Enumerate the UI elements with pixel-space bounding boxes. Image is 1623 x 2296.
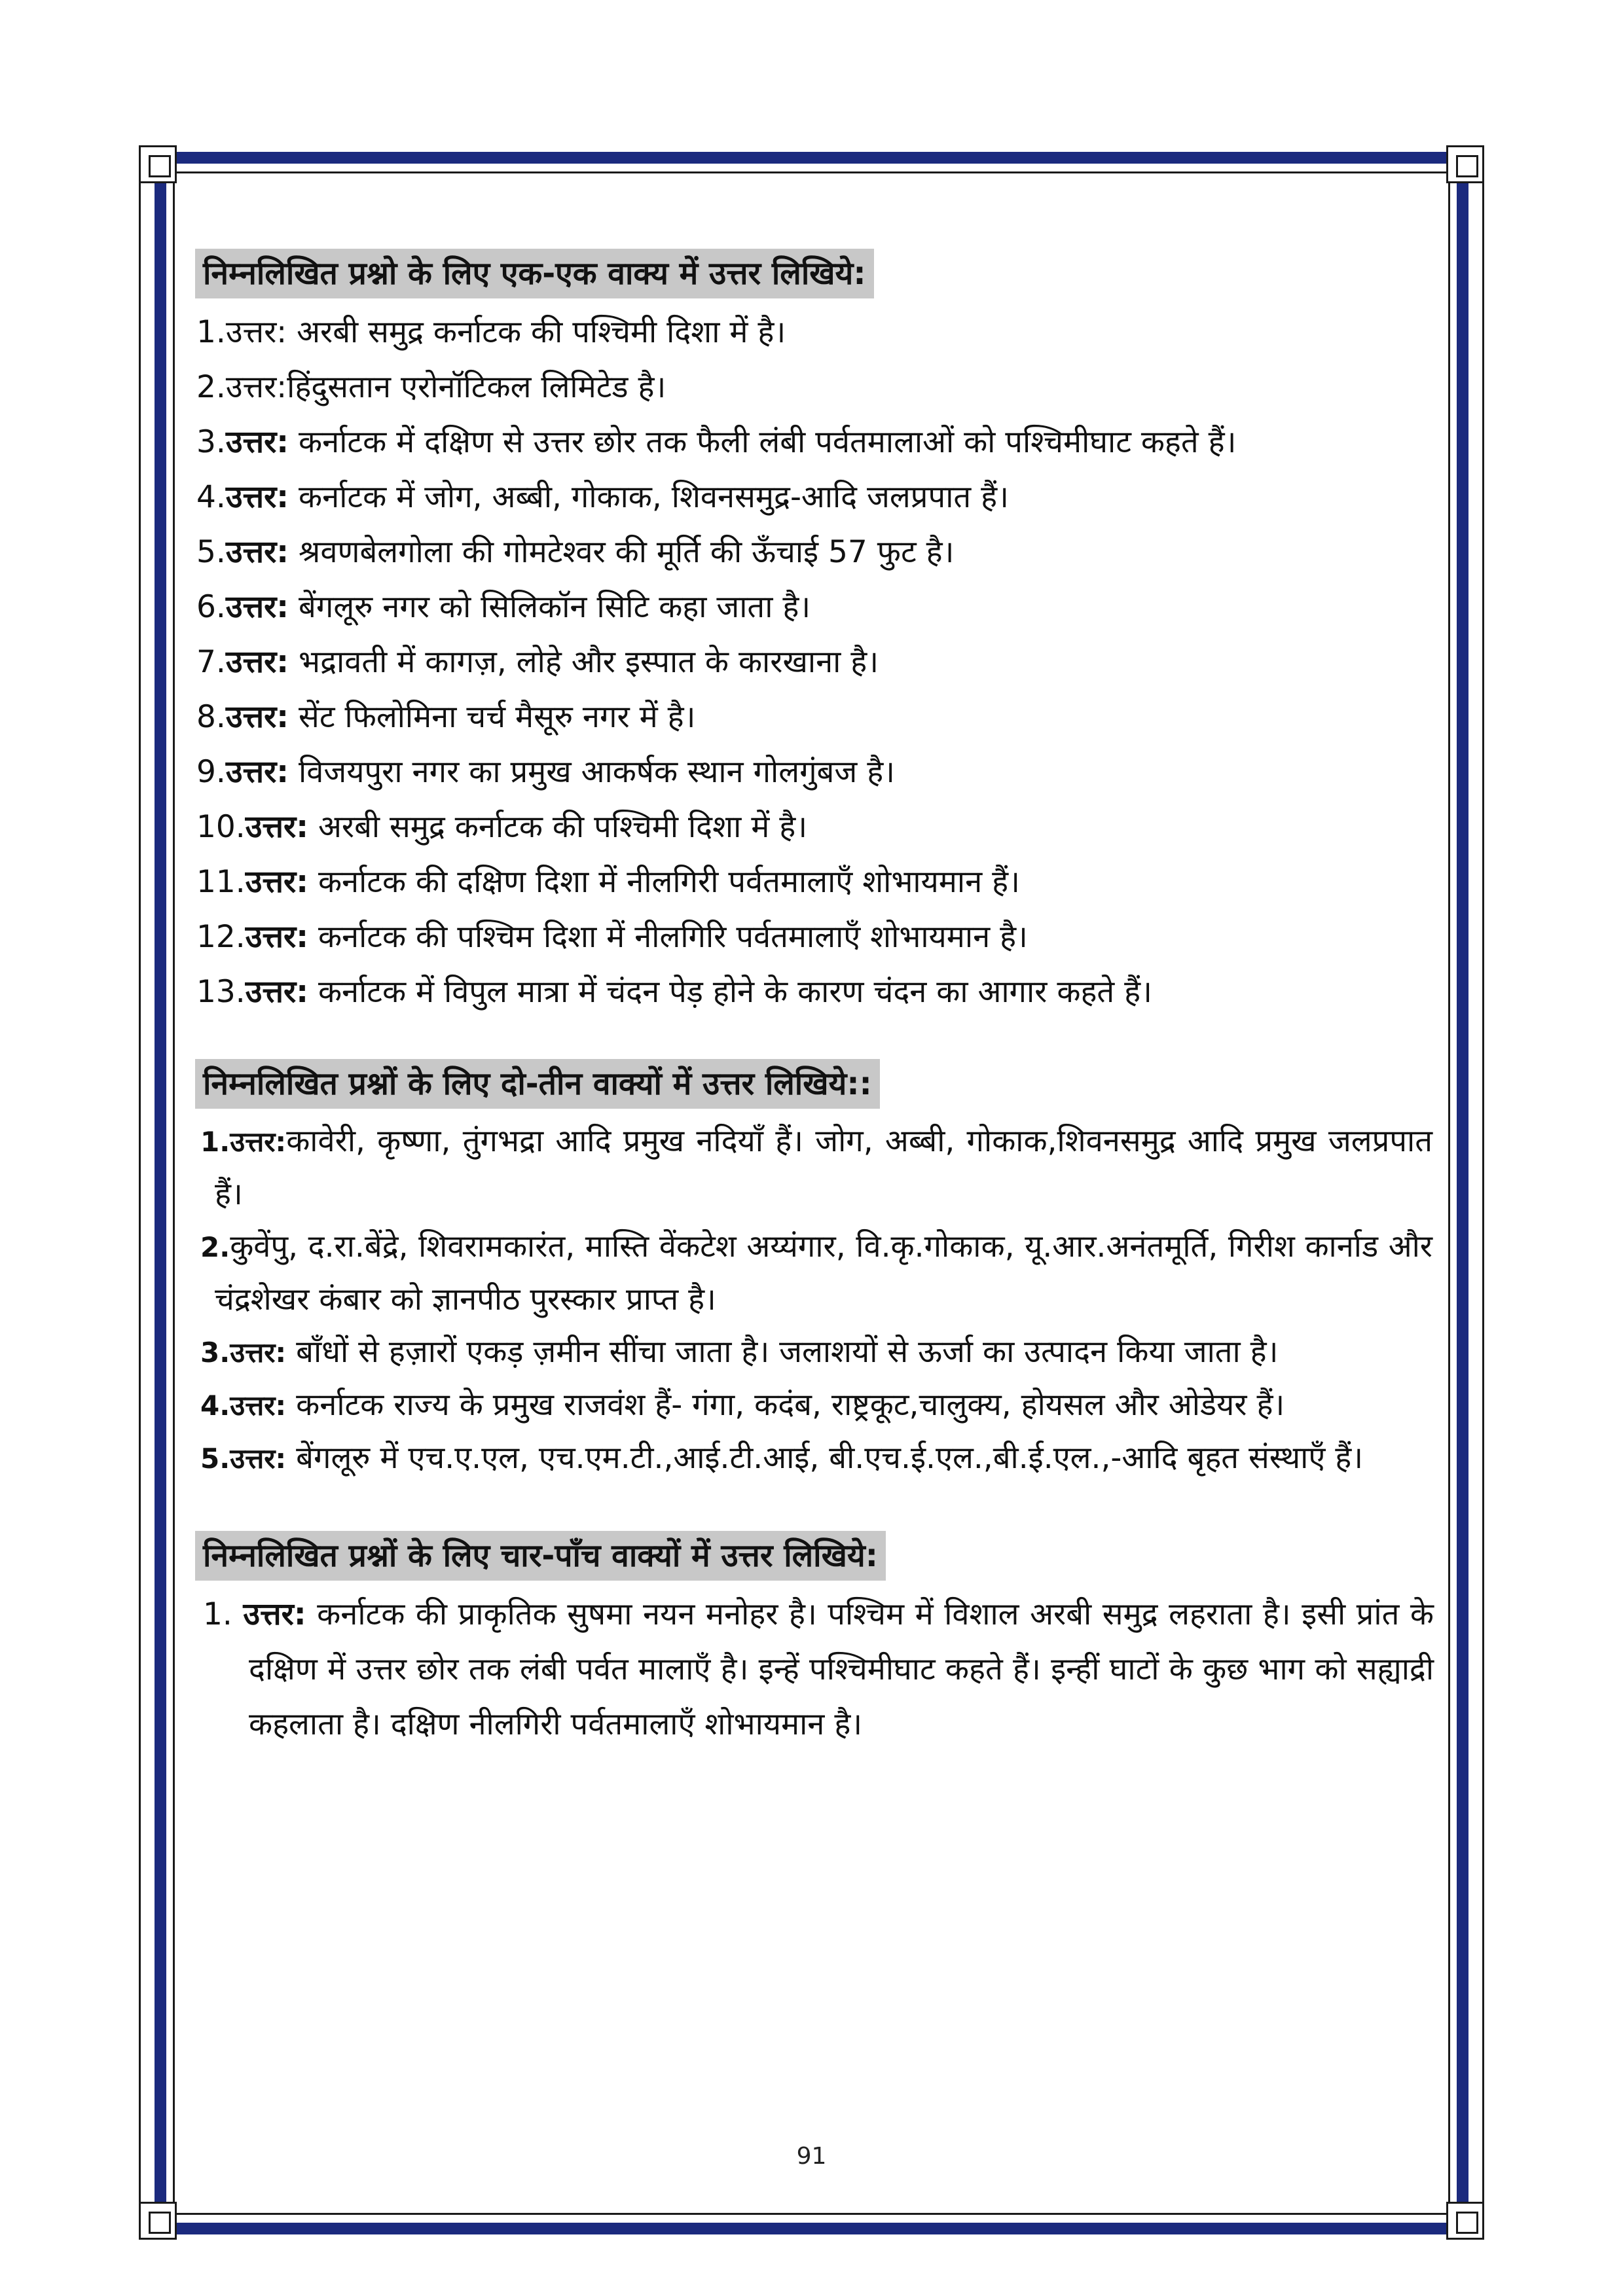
- answer-label: उत्तर:: [225, 479, 289, 515]
- answer-label: उत्तर:: [245, 919, 309, 955]
- answer-item: [190, 470, 1434, 525]
- answer-text: कर्नाटक राज्य के प्रमुख राजवंश हैं- गंगा, कदंब, राष्ट्रकूट,चालुक्य, होयसल और ओडेयर हैं।: [286, 1387, 1285, 1423]
- answer-item: [190, 745, 1434, 800]
- answer-text: अरबी समुद्र कर्नाटक की पश्चिमी दिशा में है।: [287, 314, 786, 350]
- answer-text: सेंट फिलोमिना चर्च मैसूरु नगर में है।: [289, 699, 696, 735]
- item-number: 5.: [200, 1443, 230, 1475]
- corner-ornament-bottom-right: [1446, 2202, 1484, 2240]
- item-number: 12.: [196, 919, 246, 955]
- item-number: 5.: [196, 534, 226, 570]
- answer-label: उत्तर:: [245, 864, 309, 900]
- section-two-three-sentences: [190, 1059, 1434, 1485]
- answer-item: [190, 910, 1434, 965]
- answer-text: कावेरी, कृष्णा, तुंगभद्रा आदि प्रमुख नदियाँ हैं। जोग, अब्बी, गोकाक,शिवनसमुद्र आदि प्रमुख जलप्रपात हैं।: [215, 1123, 1432, 1212]
- answer-item: [190, 690, 1434, 745]
- answer-label: उत्तर:: [225, 589, 289, 625]
- page-content: [190, 249, 1434, 1752]
- answer-text: श्रवणबेलगोला की गोमटेश्वर की मूर्ति की ऊँचाई 57 फुट है।: [289, 534, 955, 570]
- answer-item: [190, 305, 1434, 360]
- answer-item: [190, 580, 1434, 635]
- answer-item: [190, 1326, 1432, 1379]
- answer-label: उत्तर:: [225, 534, 289, 570]
- item-number: 4.: [196, 479, 226, 515]
- answer-text: कर्नाटक में दक्षिण से उत्तर छोर तक फैली लंबी पर्वतमालाओं को पश्चिमीघाट कहते हैं।: [289, 424, 1237, 460]
- answer-item: [190, 415, 1414, 470]
- answer-item: [190, 1432, 1432, 1485]
- answer-text: बेंगलूरु नगर को सिलिकॉन सिटि कहा जाता है।: [289, 589, 811, 625]
- answer-text: कर्नाटक की दक्षिण दिशा में नीलगिरी पर्वतमालाएँ शोभायमान हैं।: [308, 864, 1020, 900]
- item-number: 8.: [196, 699, 226, 735]
- answer-text: कर्नाटक में विपुल मात्रा में चंदन पेड़ होने के कारण चंदन का आगार कहते हैं।: [308, 974, 1152, 1010]
- item-number: 2.: [196, 369, 226, 405]
- section-heading: निम्नलिखित प्रश्नों के लिए चार-पाँच वाक्यों में उत्तर लिखिये:: [195, 1531, 886, 1581]
- section-heading: निम्नलिखित प्रश्नों के लिए दो-तीन वाक्यों में उत्तर लिखिये::: [195, 1059, 880, 1109]
- section-four-five-sentences: [190, 1531, 1434, 1752]
- answer-item: [190, 800, 1434, 855]
- answer-text: कुवेंपु, द.रा.बेंद्रे, शिवरामकारंत, मास्ति वेंकटेश अय्यंगार, वि.कृ.गोकाक, यू.आर.अनंतमूर्ति, गिरीश कार्नाड और चंद्रशेखर कंबार को ज्ञानपीठ पुरस्कार प्राप्त है।: [215, 1229, 1432, 1318]
- corner-ornament-top-right: [1446, 145, 1484, 183]
- answer-text: कर्नाटक की प्राकृतिक सुषमा नयन मनोहर है। पश्चिम में विशाल अरबी समुद्र लहराता है। इसी प्रांत के दक्षिण में उत्तर छोर तक लंबी पर्वत मालाएँ है। इन्हें पश्चिमीघाट कहते हैं। इन्हीं घाटों के कुछ भाग को सह्याद्री कहलाता है। दक्षिण नीलगिरी पर्वतमालाएँ शोभायमान है।: [249, 1596, 1434, 1742]
- answer-text: हिंदुसतान एरोनॉटिकल लिमिटेड है।: [287, 369, 666, 405]
- item-number: 1.: [196, 314, 226, 350]
- section-heading: निम्नलिखित प्रश्नो के लिए एक-एक वाक्य में उत्तर लिखिये:: [195, 249, 874, 298]
- section-one-sentence: [190, 249, 1434, 1020]
- item-number: 6.: [196, 589, 226, 625]
- item-number: 1.: [203, 1596, 232, 1632]
- answer-item: [190, 525, 1434, 580]
- answer-item: [190, 1221, 1432, 1326]
- item-number: 13.: [196, 974, 246, 1010]
- answer-text: भद्रावती में कागज़, लोहे और इस्पात के कारखाना है।: [289, 644, 879, 680]
- answer-item: [190, 635, 1434, 690]
- answer-label: उत्तर:: [243, 1596, 306, 1632]
- answer-label: उत्तर:: [245, 809, 309, 845]
- item-number: 3.: [196, 424, 226, 460]
- answer-label: उत्तर:: [245, 974, 309, 1010]
- answer-label: उत्तर:: [230, 1443, 287, 1475]
- corner-ornament-bottom-left: [139, 2202, 177, 2240]
- answer-label: उत्तर:: [230, 1336, 287, 1369]
- item-number: 9.: [196, 754, 226, 790]
- page-number: 91: [796, 2143, 827, 2170]
- item-number: 1.: [200, 1126, 230, 1158]
- answer-label: उत्तर:: [230, 1390, 287, 1422]
- answer-item: [190, 360, 1434, 415]
- answer-item: [190, 1115, 1432, 1221]
- item-number: 2.: [200, 1231, 230, 1263]
- answer-label: उत्तर:: [225, 644, 289, 680]
- item-number: 10.: [196, 809, 246, 845]
- answer-label: उत्तर:: [225, 754, 289, 790]
- item-number: 7.: [196, 644, 226, 680]
- answer-text: बाँधों से हज़ारों एकड़ ज़मीन सींचा जाता है। जलाशयों से ऊर्जा का उत्पादन किया जाता है।: [286, 1334, 1279, 1370]
- answer-label: उत्तर:: [225, 424, 289, 460]
- answer-text: अरबी समुद्र कर्नाटक की पश्चिमी दिशा में है।: [308, 809, 808, 845]
- item-number: 11.: [196, 864, 246, 900]
- answer-label: उत्तर:: [225, 699, 289, 735]
- answer-item: [190, 1379, 1432, 1432]
- answer-label: उत्तर:: [225, 314, 287, 350]
- answer-text: बेंगलूरु में एच.ए.एल, एच.एम.टी.,आई.टी.आई, बी.एच.ई.एल.,बी.ई.एल.,-आदि बृहत संस्थाएँ हैं।: [286, 1440, 1364, 1476]
- item-number: 3.: [200, 1336, 230, 1369]
- answer-item: [190, 965, 1434, 1020]
- item-number: 4.: [200, 1390, 230, 1422]
- answer-label: उत्तर:: [230, 1126, 287, 1158]
- answer-label: उत्तर:: [225, 369, 287, 405]
- answer-text: कर्नाटक की पश्चिम दिशा में नीलगिरि पर्वतमालाएँ शोभायमान है।: [308, 919, 1028, 955]
- answer-text: विजयपुरा नगर का प्रमुख आकर्षक स्थान गोलगुंबज है।: [289, 754, 895, 790]
- answer-item: [190, 855, 1434, 910]
- answer-text: कर्नाटक में जोग, अब्बी, गोकाक, शिवनसमुद्र-आदि जलप्रपात हैं।: [289, 479, 1009, 515]
- corner-ornament-top-left: [139, 145, 177, 183]
- answer-item: [190, 1587, 1434, 1752]
